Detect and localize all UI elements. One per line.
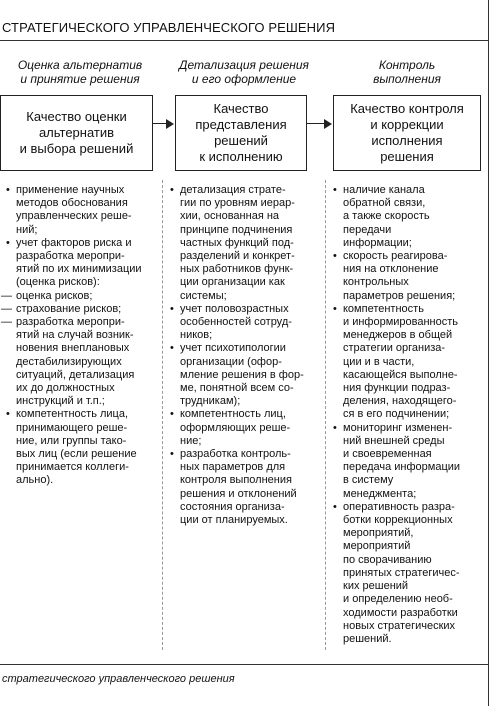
list-item	[6, 236, 142, 290]
list-item-line: ние, или группы тако-	[16, 434, 127, 447]
bullet-marker: •	[333, 302, 337, 315]
list-item-line: принципе подчинения	[180, 223, 293, 236]
list-item-line: обратной связи,	[343, 197, 426, 210]
list-item-line: управленческих реше-	[16, 210, 132, 223]
quality-box-2: Качество представления решений к исполнению	[175, 95, 307, 171]
column-heading-3: Контроль выполнения	[373, 58, 441, 86]
list-item-line: ме, понятной всем со-	[180, 382, 294, 395]
list-item-line: ся в его подчинении;	[343, 408, 450, 421]
list-item-line: ние;	[180, 434, 202, 447]
list-item-line: инструкций и т.п.;	[16, 395, 105, 408]
list-item-line: принимающего реше-	[16, 421, 128, 434]
sub-item	[1, 316, 142, 408]
list-item-line: контрольных	[343, 276, 409, 289]
list-item-line: стратегии организа-	[343, 342, 446, 355]
flow-arrow-line-2	[307, 123, 324, 124]
list-item-line: разработка контроль-	[180, 448, 291, 461]
bullet-marker: •	[170, 408, 174, 421]
list-item	[333, 500, 460, 646]
list-item	[170, 184, 304, 303]
right-border	[488, 0, 489, 706]
list-item-line: новения внеплановых	[16, 342, 130, 355]
list-item-line: ботки коррекционных	[343, 514, 453, 527]
list-item-line: компетентность лиц,	[180, 408, 286, 421]
list-item-line: касающейся выполне-	[343, 368, 458, 381]
column-separator-1	[162, 180, 163, 650]
list-item-line: состояния организа-	[180, 500, 285, 513]
list-item-line: ких решений	[343, 580, 409, 593]
list-item-line: ятий на случай возник-	[16, 329, 134, 342]
list-item-line: информации;	[343, 236, 412, 249]
list-item-line: детализация страте-	[180, 184, 286, 196]
footer-rule	[0, 664, 488, 665]
bullet-marker: •	[6, 184, 10, 196]
criteria-list-3	[333, 184, 461, 646]
list-item-line: мление решения в фор-	[180, 368, 304, 381]
list-item-line: ситуаций, детализация	[16, 368, 135, 381]
list-item-line: скорость реагирова-	[343, 250, 448, 263]
list-item-line: а также скорость	[343, 210, 430, 223]
list-item-line: ний;	[16, 223, 38, 236]
list-item-line: и своевременная	[343, 448, 432, 461]
flow-arrow-1	[166, 119, 174, 129]
sub-item	[1, 289, 142, 303]
bullet-marker: •	[333, 250, 337, 263]
dash-marker: —	[1, 289, 12, 302]
flow-arrow-line-1	[153, 123, 167, 124]
list-item-line: оформляющих реше-	[180, 421, 291, 434]
list-item-line: оперативность разра-	[343, 500, 455, 513]
list-item-line: частных функций под-	[180, 236, 294, 249]
list-item-line: в систему	[343, 474, 394, 487]
list-item-line: новых стратегических	[343, 619, 456, 632]
list-item-line: гии по уровням иерар-	[180, 197, 295, 210]
list-item-line: передача информации	[343, 461, 461, 474]
list-item-line: и определению необ-	[343, 593, 453, 606]
list-item	[170, 448, 304, 527]
list-item	[333, 302, 460, 422]
list-item-line: ных параметров для	[180, 461, 286, 474]
list-item-line: менеджеров в общей	[343, 329, 453, 342]
list-item-line: организации (офор-	[180, 355, 282, 368]
list-item	[6, 184, 142, 237]
bullet-marker: •	[333, 500, 337, 513]
bullet-marker: •	[6, 408, 10, 421]
list-item	[6, 408, 142, 487]
list-item-line: их до должностных	[16, 382, 115, 395]
quality-box-1: Качество оценки альтернатив и выбора решений	[0, 95, 153, 171]
list-item-line: разработка меропри-	[16, 316, 125, 329]
list-item-line: параметров решения;	[343, 289, 456, 302]
bullet-marker: •	[6, 236, 10, 249]
column-heading-2: Детализация решения и его оформление	[179, 58, 309, 86]
list-item-line: ников;	[180, 329, 213, 342]
list-item-line: вых лиц (если решение	[16, 448, 137, 461]
list-item	[333, 184, 460, 250]
list-item-line: мероприятий	[343, 540, 411, 553]
list-item-line: контроля выполнения	[180, 474, 292, 487]
list-item-line: деления, находящего-	[343, 395, 457, 408]
list-item-line: ний внешней среды	[343, 434, 445, 447]
column-heading-1: Оценка альтернатив и принятие решения	[17, 58, 143, 86]
list-item-line: ции организации как	[180, 276, 285, 289]
list-item-line: менеджмента;	[343, 487, 417, 500]
list-item-line: ния функции подраз-	[343, 382, 451, 395]
list-item-line: мониторинг изменен-	[343, 421, 453, 434]
column-separator-2	[325, 180, 326, 650]
list-item	[170, 342, 304, 408]
dash-marker: —	[1, 316, 12, 329]
bullet-marker: •	[170, 342, 174, 355]
list-item-line: учет психотипологии	[180, 342, 286, 355]
list-item-line: ных работников функ-	[180, 263, 294, 276]
criteria-list-1	[1, 184, 142, 488]
list-item-line: решения и отклонений	[180, 487, 297, 500]
list-item-line: трудникам);	[180, 395, 241, 408]
list-item-line: наличие канала	[343, 184, 425, 196]
criteria-list-2	[170, 184, 304, 527]
list-item-line: дестабилизирующих	[16, 355, 122, 368]
list-item-line: принимается коллеги-	[16, 461, 129, 474]
list-item	[170, 408, 304, 448]
list-item-line: ции и в части,	[343, 355, 415, 368]
list-item-line: передачи	[343, 223, 392, 236]
list-item-line: ходимости разработки	[343, 606, 458, 619]
sub-item	[1, 302, 142, 316]
list-item-line: компетентность	[343, 302, 424, 315]
list-item-line: системы;	[180, 289, 227, 302]
dash-marker: —	[1, 302, 12, 315]
list-item-line: по сворачиванию	[343, 553, 432, 566]
list-item-line: учет факторов риска и	[16, 236, 132, 249]
bullet-marker: •	[333, 421, 337, 434]
list-item-line: и информированность	[343, 316, 459, 329]
title-rule	[0, 40, 488, 41]
list-item-line: особенностей сотруд-	[180, 316, 292, 329]
list-item-line: применение научных	[16, 184, 125, 196]
list-item-line: ально).	[16, 474, 54, 487]
footer-caption: стратегического управленческого решения	[2, 673, 235, 685]
bullet-marker: •	[333, 184, 337, 196]
list-item-line: учет половозрастных	[180, 302, 289, 315]
page-title: СТРАТЕГИЧЕСКОГО УПРАВЛЕНЧЕСКОГО РЕШЕНИЯ	[2, 20, 336, 35]
list-item	[333, 250, 460, 303]
bullet-marker: •	[170, 302, 174, 315]
list-item-line: компетентность лица,	[16, 408, 129, 421]
list-item-line: разработка меропри-	[16, 250, 125, 263]
list-item-line: ции от планируемых.	[180, 514, 288, 527]
list-item-line: решений.	[343, 632, 392, 645]
list-item-line: разделений и конкрет-	[180, 250, 295, 263]
list-item-line: хии, основанная на	[180, 210, 280, 223]
list-item-line: ния на отклонение	[343, 263, 439, 276]
list-item-line: принятых стратегичес-	[343, 566, 460, 579]
quality-box-3: Качество контроля и коррекции исполнения решения	[333, 95, 481, 171]
flow-arrow-2	[324, 119, 332, 129]
list-item-line: мероприятий,	[343, 527, 414, 540]
list-item-line: (оценка рисков):	[16, 276, 100, 289]
bullet-marker: •	[170, 184, 174, 196]
list-item-line: методов обоснования	[16, 197, 128, 210]
list-item	[333, 421, 461, 501]
list-item-line: ятий по их минимизации	[16, 263, 142, 276]
list-item-line: страхование рисков;	[16, 302, 122, 315]
list-item-line: оценка рисков;	[16, 289, 93, 302]
bullet-marker: •	[170, 448, 174, 461]
list-item	[170, 302, 304, 343]
